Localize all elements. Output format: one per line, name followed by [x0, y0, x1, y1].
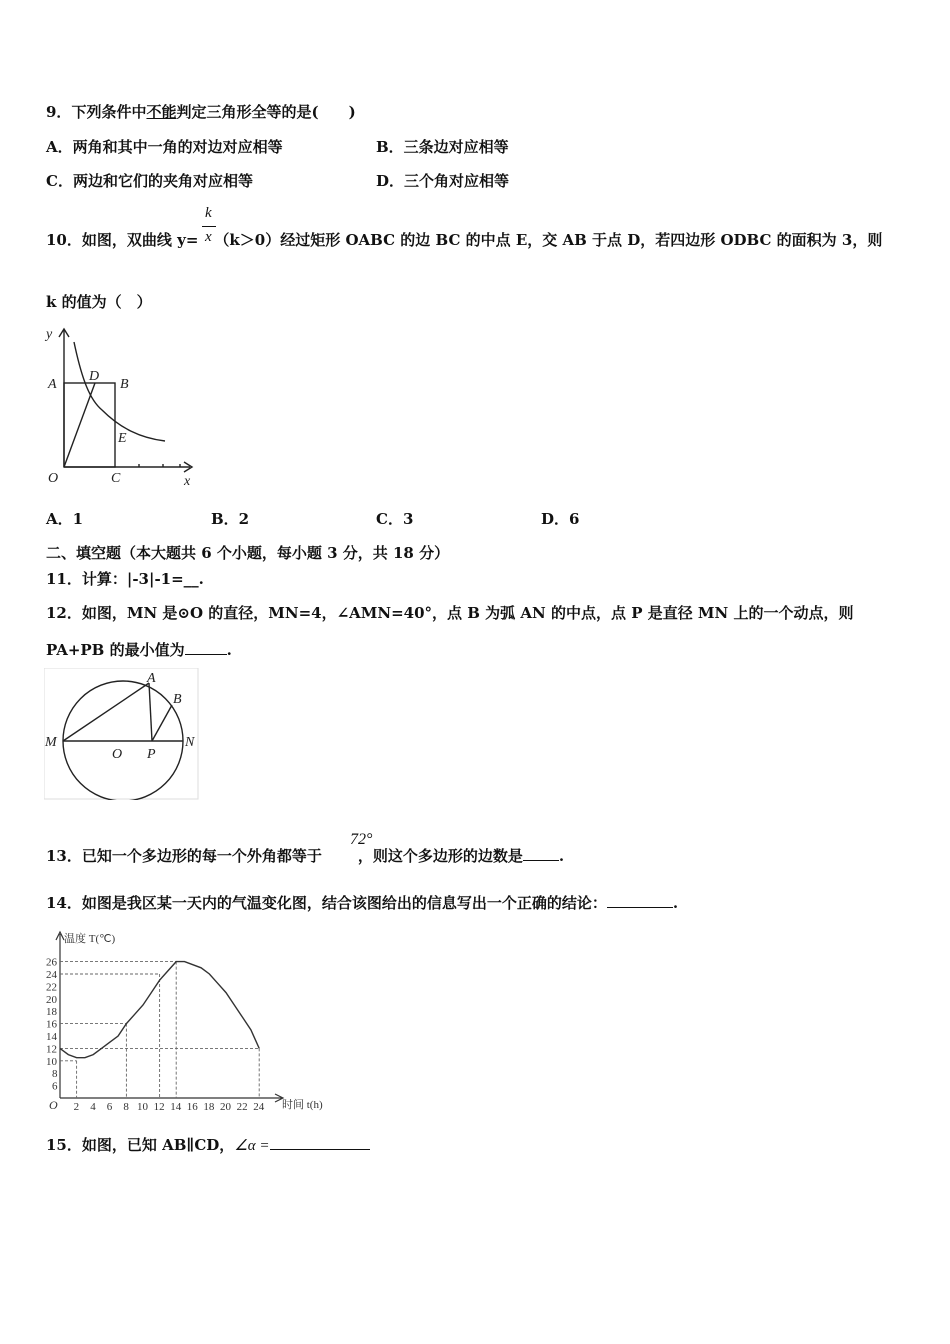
q10-number: 10．	[46, 231, 82, 249]
chart-x-tick-label: 22	[236, 1101, 248, 1113]
q10-option-b[interactable]: B．2	[211, 510, 250, 528]
chart-y-tick-label: 10	[46, 1055, 57, 1068]
q10-frac-denominator: x	[205, 229, 212, 245]
chart-y-tick-label: 18	[46, 1006, 57, 1019]
q10-label-x: x	[184, 474, 191, 489]
chart-x-tick-label: 18	[203, 1101, 215, 1113]
chart-x-tick-label: 20	[220, 1101, 231, 1113]
q13-post: ，则这个多边形的边数是	[357, 847, 523, 865]
q10-stem-continued: k 的值为（ ）	[46, 293, 152, 311]
q12-label-m: M	[45, 735, 57, 750]
q10-stem	[46, 230, 882, 250]
q9-option-a[interactable]: A．两角和其中一角的对边对应相等	[46, 138, 283, 156]
q13-end: .	[558, 847, 565, 865]
chart-x-tick-label: 12	[153, 1101, 165, 1113]
q10-option-a[interactable]: A．1	[46, 510, 84, 528]
q10-rectangle	[64, 383, 115, 467]
q12-line2-post: .	[226, 641, 232, 659]
q10-option-d[interactable]: D．6	[541, 510, 580, 528]
chart-x-tick-label: 6	[106, 1101, 113, 1113]
chart-y-tick-label: 12	[46, 1043, 57, 1056]
q14-temperature-chart	[44, 928, 324, 1113]
chart-x-tick-label: 16	[186, 1101, 198, 1113]
chart-y-tick-label: 14	[46, 1031, 57, 1043]
chart-x-tick-label: 14	[170, 1101, 182, 1113]
q12-line2	[46, 640, 232, 660]
q10-stem-b: （k＞0）经过矩形 OABC 的边 BC 的中点 E，交 AB 于点 D，若四边形 ODBC 的面积为 3，则	[214, 231, 883, 249]
chart-y-tick-label: 20	[46, 993, 57, 1006]
q10-label-a: A	[48, 377, 57, 392]
q10-frac-numerator: k	[205, 205, 212, 221]
q12-line2-pre: PA+PB 的最小值为	[46, 641, 185, 659]
q12-label-p: P	[147, 747, 156, 762]
q14-stem: 14．如图是我区某一天内的气温变化图，结合该图给出的信息写出一个正确的结论：	[46, 894, 607, 912]
q12-answer-blank[interactable]	[185, 640, 227, 655]
q10-figure	[40, 320, 205, 490]
q14-end: .	[672, 894, 679, 912]
q10-stem-a: 如图，双曲线 y=	[81, 231, 199, 249]
q9-option-d[interactable]: D．三个角对应相等	[376, 172, 510, 190]
chart-origin: O	[49, 1098, 58, 1112]
q10-label-y: y	[46, 327, 53, 342]
q13-answer-blank[interactable]	[523, 846, 559, 861]
q9-option-c[interactable]: C．两边和它们的夹角对应相等	[46, 172, 253, 190]
chart-y-tick-label: 6	[52, 1080, 58, 1093]
q10-label-d: D	[89, 369, 100, 384]
section-heading: 二、填空题（本大题共 6 个小题，每小题 3 分，共 18 分）	[46, 544, 450, 562]
q10-label-o: O	[48, 471, 59, 486]
chart-ylabel: 温度 T(℃)	[64, 933, 116, 945]
q12-label-o: O	[112, 747, 123, 762]
q10-label-c: C	[111, 471, 121, 486]
q9-stem-post: 判定三角形全等的是( )	[176, 103, 356, 121]
q10-option-c[interactable]: C．3	[376, 510, 414, 528]
chart-y-tick-label: 24	[46, 969, 57, 981]
q9-number: 9．	[46, 103, 72, 121]
chart-y-tick-label: 16	[46, 1018, 57, 1031]
chart-y-tick-label: 8	[52, 1068, 58, 1081]
chart-x-tick-label: 2	[73, 1101, 80, 1113]
q12-label-b: B	[173, 692, 182, 707]
q13-text	[46, 846, 564, 866]
q15-answer-blank[interactable]	[270, 1135, 370, 1150]
q14-answer-blank[interactable]	[607, 893, 673, 908]
chart-x-tick-label: 10	[137, 1101, 148, 1113]
q15-angle: ∠α =	[234, 1138, 270, 1154]
chart-y-tick-label: 26	[46, 956, 57, 969]
chart-xlabel: 时间 t(h)	[282, 1099, 323, 1111]
q9-option-b[interactable]: B．三条边对应相等	[376, 138, 509, 156]
q10-label-b: B	[120, 377, 129, 392]
q12-figure	[44, 668, 199, 800]
chart-x-tick-label: 8	[123, 1101, 129, 1113]
q13-angle: 72°	[350, 831, 373, 848]
q9-emphasis: 不能	[146, 103, 177, 121]
q12-line1: 12．如图，MN 是⊙O 的直径，MN=4，∠AMN=40°，点 B 为弧 AN 的中点，点 P 是直径 MN 上的一个动点，则	[46, 604, 854, 622]
chart-x-tick-label: 4	[90, 1101, 96, 1113]
q14-text	[46, 893, 678, 913]
chart-y-tick-label: 22	[46, 981, 57, 994]
q13-pre: 13．已知一个多边形的每一个外角都等于	[46, 847, 322, 865]
q12-label-n: N	[185, 735, 195, 750]
q11-text: 11．计算：|-3|-1=__.	[46, 570, 204, 588]
chart-x-tick-label: 24	[253, 1101, 265, 1113]
q9-stem-pre: 下列条件中	[71, 103, 147, 121]
q12-figure-frame	[44, 668, 198, 799]
q9-stem	[46, 102, 356, 122]
q15-pre: 15．如图，已知 AB∥CD，	[46, 1136, 235, 1154]
q15-text	[46, 1135, 370, 1156]
q10-label-e: E	[118, 431, 127, 446]
q10-frac-bar	[202, 226, 216, 227]
q12-label-a: A	[147, 671, 156, 686]
